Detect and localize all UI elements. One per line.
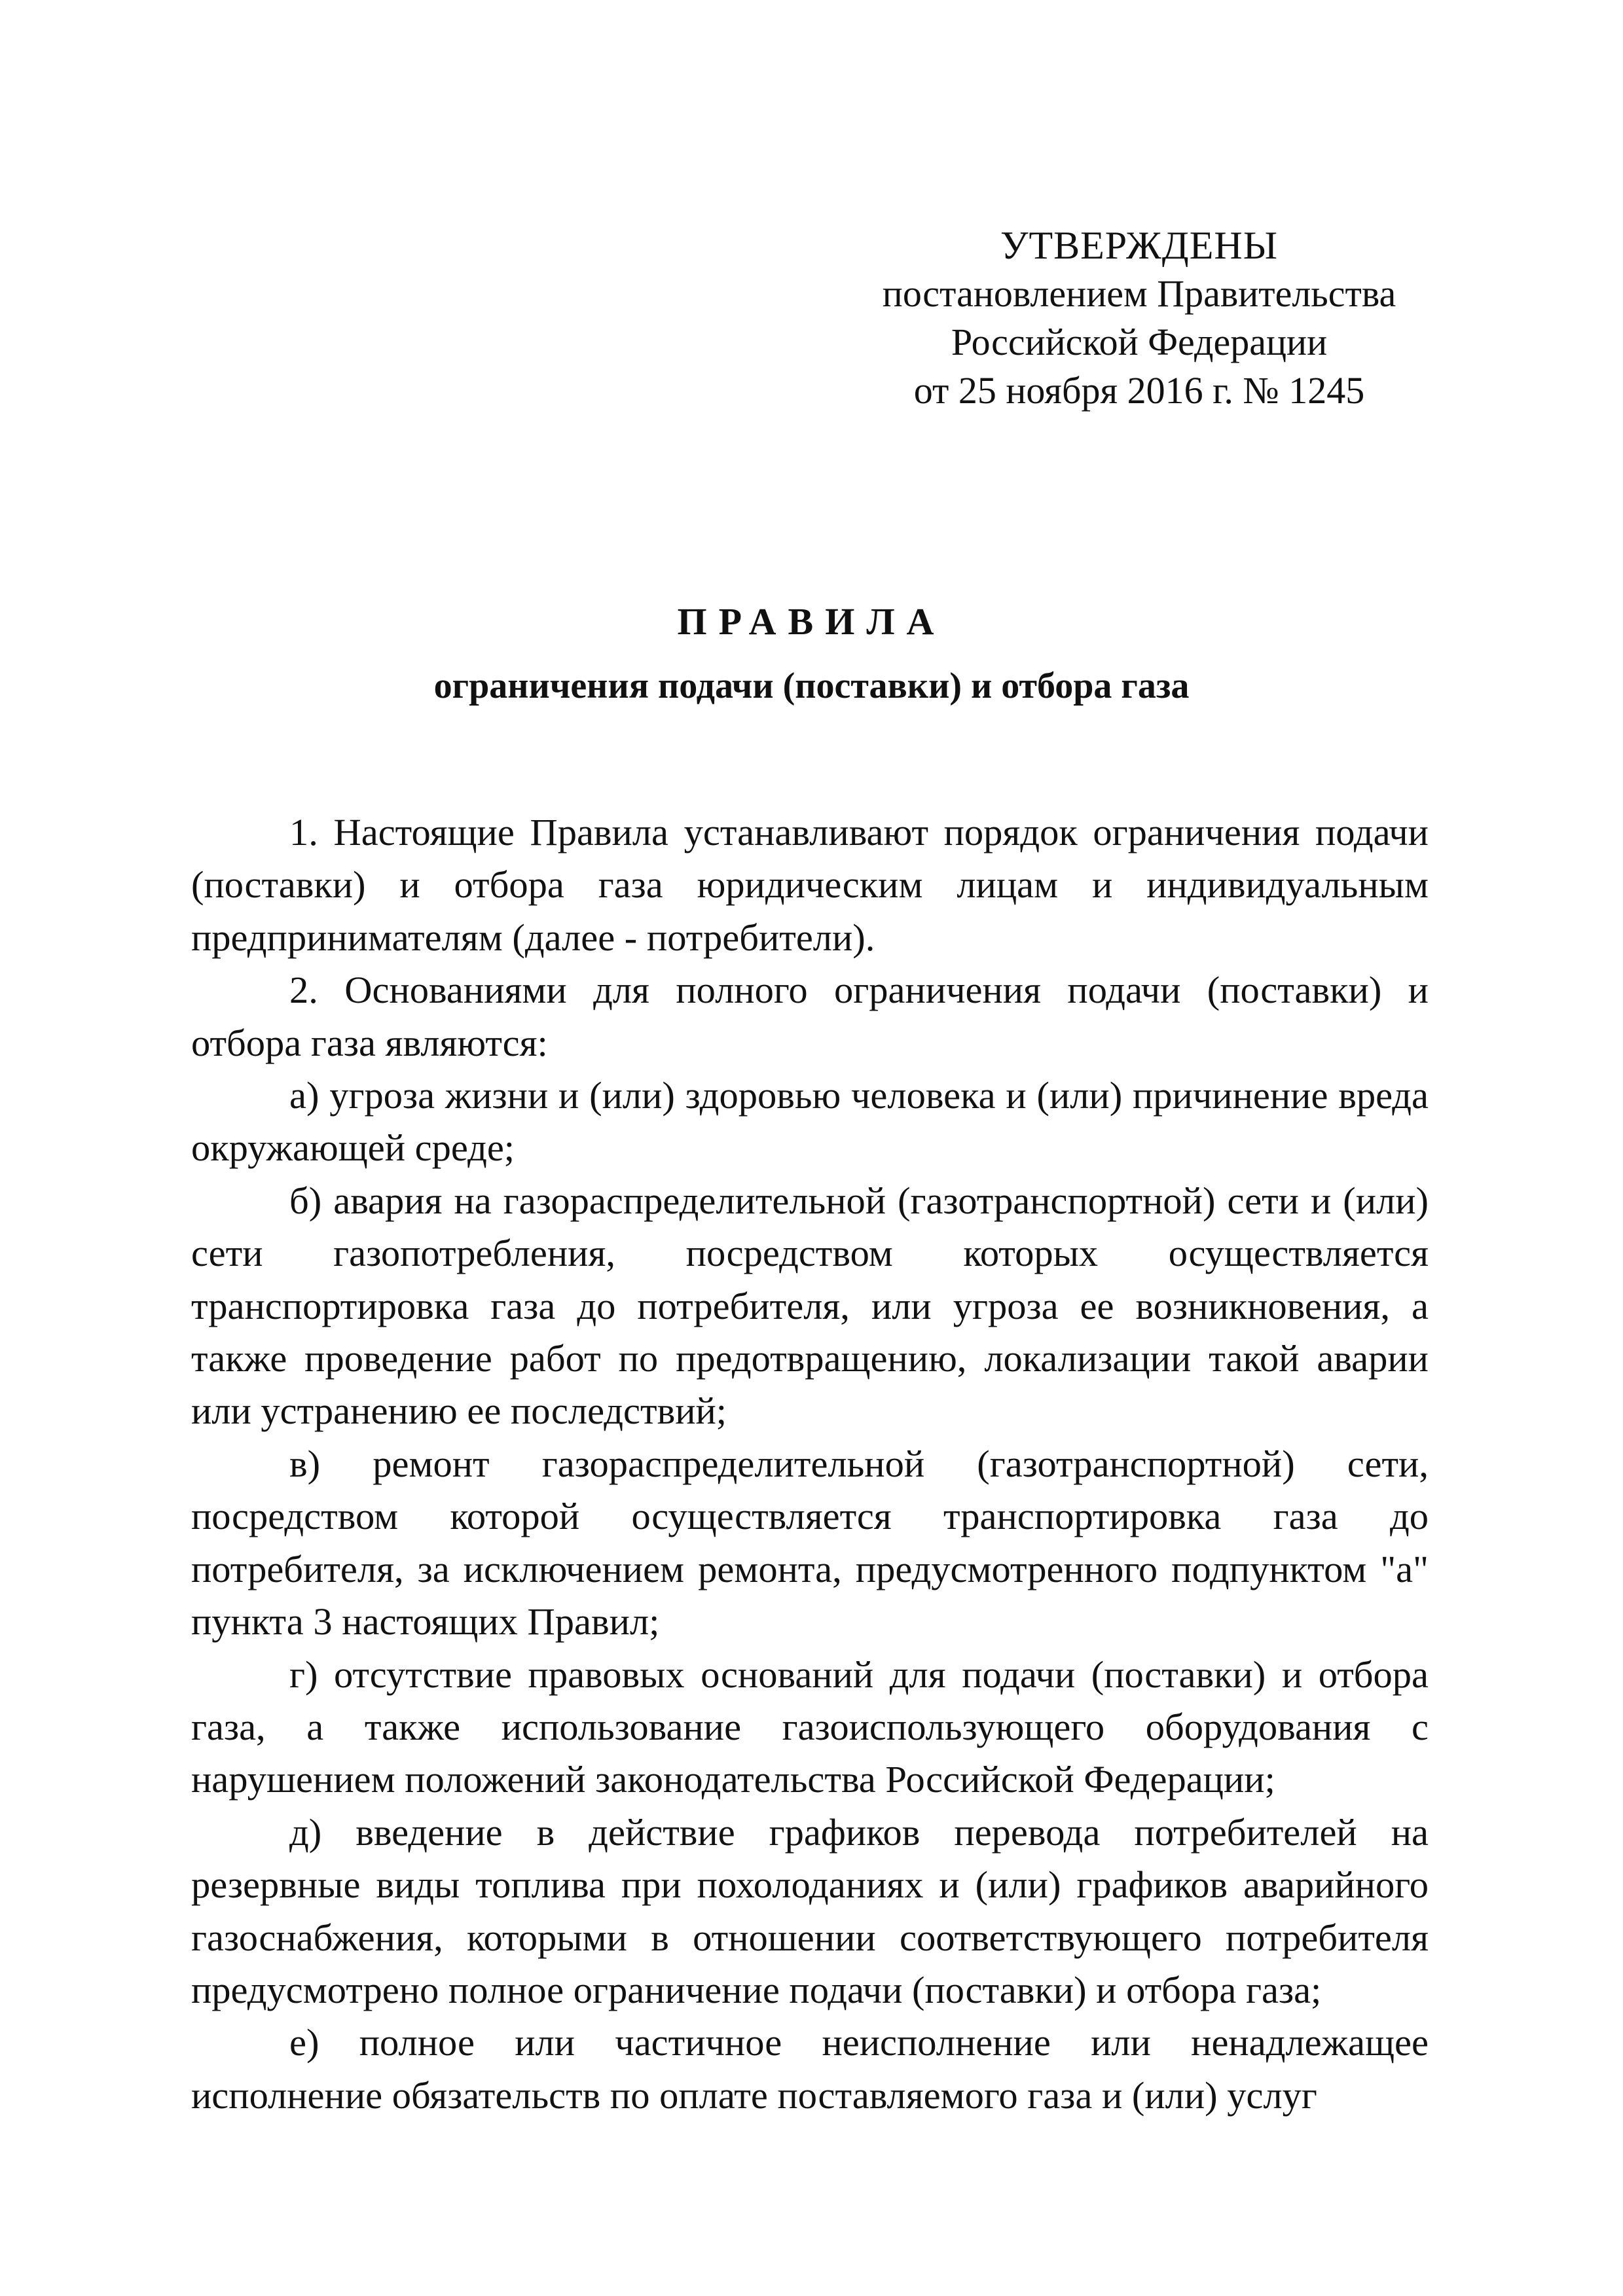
document-body [191, 806, 1429, 2122]
paragraph-2b: б) авария на газораспределительной (газотранспортной) сети и (или) сети газопотребления, посредством которых осуществляется транспортировка газа до потребителя, или угроза ее возникновения, а также проведение работ по предотвращению, локализации такой аварии или устранению ее последствий; [191, 1179, 1429, 1433]
paragraph-2g: г) отсутствие правовых оснований для подачи (поставки) и отбора газа, а также использование газоиспользующего оборудования с нарушением положений законодательства Российской Федерации; [191, 1653, 1429, 1801]
paragraph-2a: а) угроза жизни и (или) здоровью человека и (или) причинение вреда окружающей среде; [191, 1074, 1429, 1170]
document-title: ПРАВИЛА [677, 600, 946, 643]
paragraph-2d: д) введение в действие графиков перевода потребителей на резервные виды топлива при похолоданиях и (или) графиков аварийного газоснабжения, которыми в отношении соответствующего потребителя предусмотрено полное ограничение подачи (поставки) и отбора газа; [191, 1810, 1429, 2011]
paragraph-2: 2. Основаниями для полного ограничения подачи (поставки) и отбора газа являются: [191, 969, 1429, 1064]
paragraph-1: 1. Настоящие Правила устанавливают порядок ограничения подачи (поставки) и отбора газа юридическим лицам и индивидуальным предпринимателям (далее - потребители). [191, 811, 1429, 959]
approval-stamp-block [851, 221, 1427, 415]
approval-stamp-title: УТВЕРЖДЕНЫ [1000, 224, 1279, 267]
paragraph-2e: е) полное или частичное неисполнение или ненадлежащее исполнение обязательств по оплате поставляемого газа и (или) услуг [191, 2021, 1429, 2117]
paragraph-2v: в) ремонт газораспределительной (газотранспортной) сети, посредством которой осуществляется транспортировка газа до потребителя, за исключением ремонта, предусмотренного подпунктом "а" пункта 3 настоящих Правил; [191, 1442, 1429, 1643]
approval-line-3: от 25 ноября 2016 г. № 1245 [913, 369, 1365, 412]
approval-line-2: Российской Федерации [951, 321, 1328, 363]
document-subtitle: ограничения подачи (поставки) и отбора газа [433, 666, 1190, 706]
approval-line-1: постановлением Правительства [882, 272, 1396, 315]
